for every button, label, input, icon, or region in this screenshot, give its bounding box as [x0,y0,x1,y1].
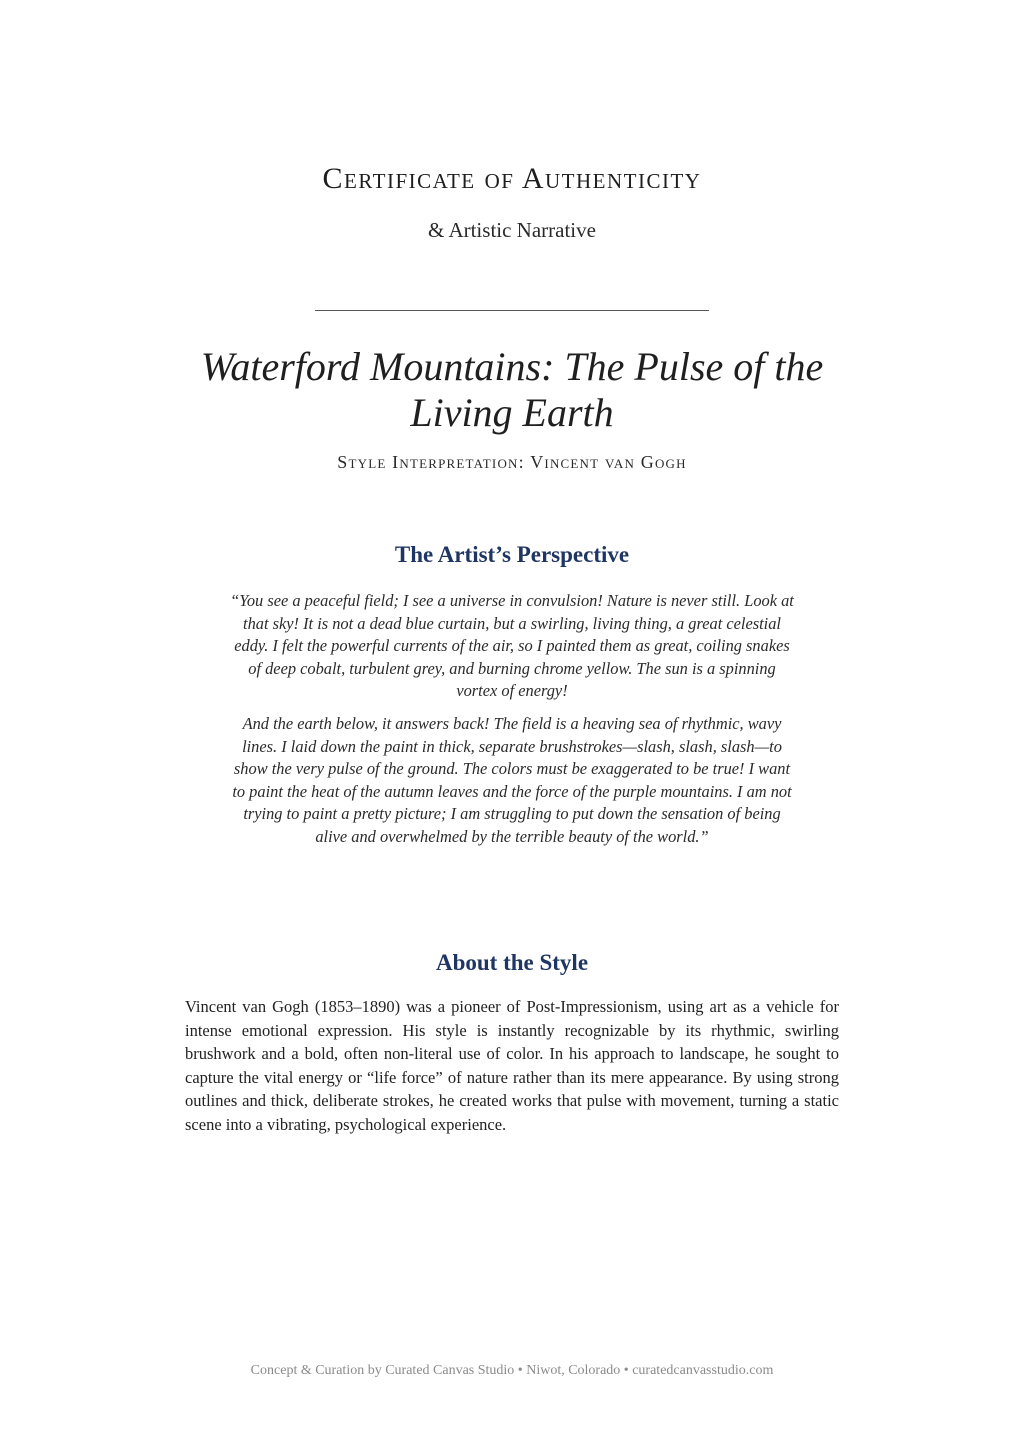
style-interpretation: Style Interpretation: Vincent van Gogh [337,452,687,472]
title-divider [315,310,709,311]
artwork-title: Waterford Mountains: The Pulse of the Living Earth [200,344,824,435]
footer-credit: Concept & Curation by Curated Canvas Studio • Niwot, Colorado • curatedcanvasstudio.com [250,1363,774,1378]
certificate-subtitle: & Artistic Narrative [428,218,596,242]
certificate-title: Certificate of Authenticity [322,162,702,195]
artist-perspective-heading: The Artist’s Perspective [394,542,630,567]
about-style-body: Vincent van Gogh (1853–1890) was a pioneer of Post-Impressionism, using art as a vehicle for intense emotional expression. His style is instantly recognizable by its rhythmic, swirling brushwork and a bold, often non-literal use of color. In his approach to landscape, he sought to capture the vital energy or “life force” of nature rather than its mere appearance. By using strong outlines and thick, deliberate strokes, he created works that pulse with movement, turning a static scene into a vibrating, psychological experience. [185,997,839,1134]
artist-quote-paragraph-2: And the earth below, it answers back! The field is a heaving sea of rhythmic, wavy lines. I laid down the paint in thick, separate brushstrokes—slash, slash, slash—to show the very pulse of the ground. The colors must be exaggerated to be true! I want to paint the heat of the autumn leaves and the force of the purple mountains. I am not trying to paint a pretty picture; I am struggling to put down the sensation of being alive and overwhelmed by the terrible beauty of the world.” [232,714,792,846]
about-style-heading: About the Style [435,950,589,975]
artist-quote-paragraph-1: “You see a peaceful field; I see a universe in convulsion! Nature is never still. Look at that sky! It is not a dead blue curtain, but a swirling, living thing, a great celestial eddy. I felt the powerful currents of the air, so I painted them as great, coiling snakes of deep cobalt, turbulent grey, and burning chrome yellow. The sun is a spinning vortex of energy! [230,591,794,700]
